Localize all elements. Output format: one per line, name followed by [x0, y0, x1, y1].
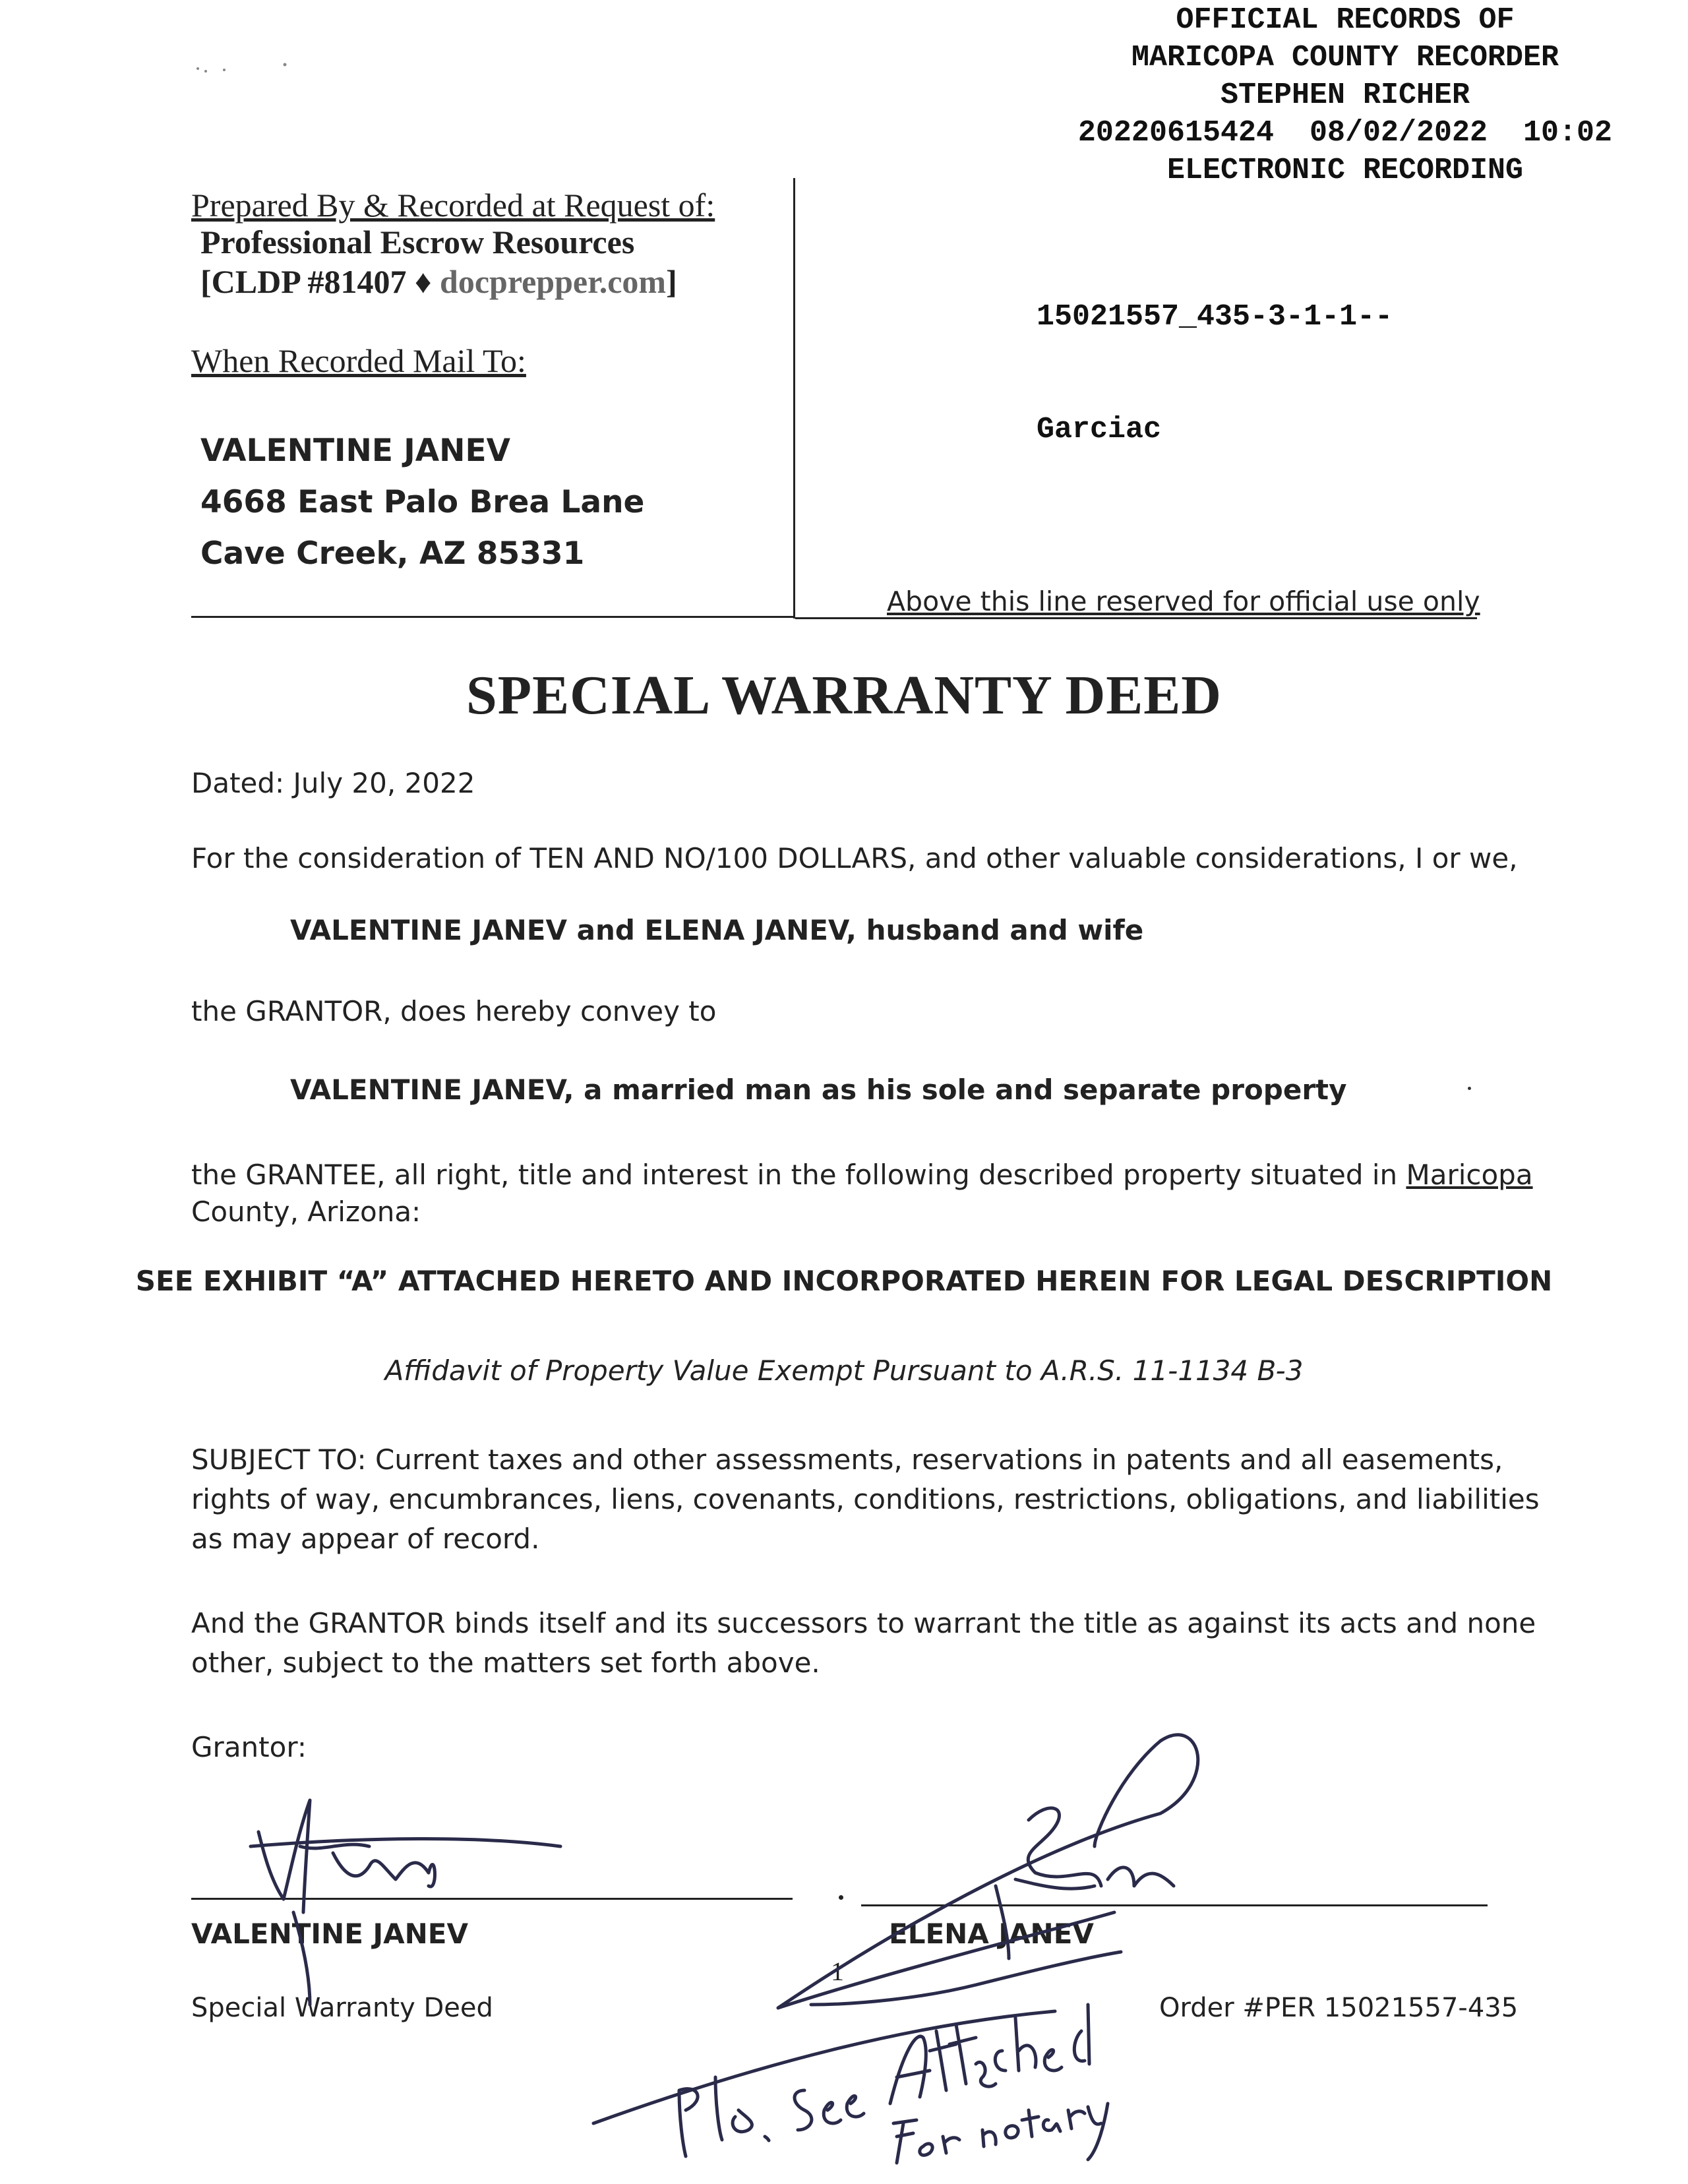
- stamp-line: MARICOPA COUNTY RECORDER: [1131, 41, 1559, 75]
- convey-text: the GRANTOR, does hereby convey to: [191, 995, 717, 1027]
- cldp-suffix: ]: [666, 263, 677, 300]
- mail-to-name: VALENTINE JANEV: [200, 433, 510, 469]
- page-number: 1: [831, 1957, 844, 1986]
- stamp-line: STEPHEN RICHER: [1220, 78, 1470, 112]
- signer-name-left: VALENTINE JANEV: [191, 1918, 468, 1950]
- stamp-line: 20220615424 08/02/2022 10:02: [1077, 116, 1613, 150]
- mail-to-street: 4668 East Palo Brea Lane: [200, 484, 645, 520]
- scan-speck: [196, 67, 199, 70]
- stamp-line: OFFICIAL RECORDS OF: [1176, 3, 1515, 37]
- property-text-after: County, Arizona:: [191, 1196, 421, 1228]
- grantee-parties: VALENTINE JANEV, a married man as his sole and separate property: [290, 1074, 1347, 1106]
- stamp-order-number: 15021557_435-3-1-1--: [1037, 300, 1393, 334]
- cldp-number: [CLDP #81407 ♦: [200, 263, 440, 300]
- exhibit-reference: SEE EXHIBIT “A” ATTACHED HERETO AND INCORPORATED HEREIN FOR LEGAL DESCRIPTION: [135, 1265, 1553, 1297]
- property-text-before: the GRANTEE, all right, title and interest in the following described property situated in: [191, 1159, 1406, 1191]
- document-title: SPECIAL WARRANTY DEED: [466, 665, 1222, 726]
- mail-to-city: Cave Creek, AZ 85331: [200, 535, 585, 572]
- stamp-line: ELECTRONIC RECORDING: [1166, 154, 1524, 187]
- subject-to-line-2: rights of way, encumbrances, liens, covenants, conditions, restrictions, obligations, and liabilities: [191, 1483, 1540, 1515]
- scan-speck: [204, 70, 207, 73]
- subject-to-line-3: as may appear of record.: [191, 1523, 540, 1555]
- scan-speck: [223, 69, 226, 71]
- website-link: docprepper.com: [440, 263, 667, 300]
- signature-elena: [778, 1735, 1198, 2008]
- dated-line: Dated: July 20, 2022: [191, 767, 475, 799]
- scan-speck: [284, 63, 287, 67]
- affidavit-note: Affidavit of Property Value Exempt Pursuant to A.R.S. 11-1134 B-3: [384, 1354, 1304, 1387]
- grantor-parties: VALENTINE JANEV and ELENA JANEV, husband and wife: [290, 914, 1144, 946]
- official-use-note: Above this line reserved for official use only: [887, 586, 1480, 617]
- signer-name-right: ELENA JANEV: [889, 1918, 1094, 1950]
- footer-document-name: Special Warranty Deed: [191, 1993, 493, 2023]
- note-pls-see-attached: [679, 2005, 1089, 2156]
- prepared-by-label: Prepared By & Recorded at Request of:: [191, 187, 715, 224]
- grantor-label: Grantor:: [191, 1731, 307, 1763]
- county-name: Maricopa: [1406, 1159, 1533, 1191]
- prepared-by-company: Professional Escrow Resources: [200, 224, 635, 260]
- warranty-line-2: other, subject to the matters set forth above.: [191, 1647, 820, 1679]
- footer-order-number: Order #PER 15021557-435: [1159, 1993, 1519, 2023]
- subject-to-line-1: SUBJECT TO: Current taxes and other assessments, reservations in patents and all easements,: [191, 1443, 1503, 1476]
- mail-to-label: When Recorded Mail To:: [191, 342, 526, 379]
- stamp-user: Garciac: [1037, 413, 1162, 446]
- signature-valentine: [251, 1800, 560, 2005]
- warranty-line-1: And the GRANTOR binds itself and its successors to warrant the title as against its acts and none: [191, 1607, 1536, 1639]
- note-for-notary: [893, 2104, 1108, 2163]
- consideration-text: For the consideration of TEN AND NO/100 DOLLARS, and other valuable considerations, I or we,: [191, 842, 1518, 874]
